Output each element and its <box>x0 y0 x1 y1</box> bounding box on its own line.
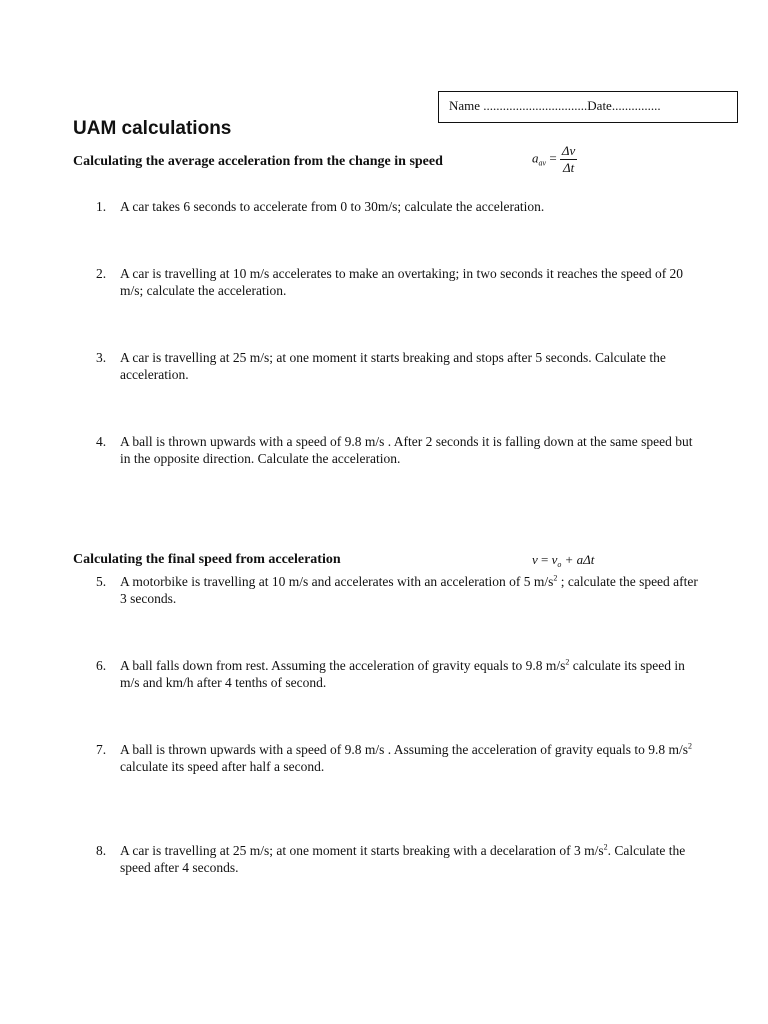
formula-lhs: a <box>532 150 539 166</box>
superscript: 2 <box>553 573 558 583</box>
question-text-rest: calculate its speed after half a second. <box>120 759 325 774</box>
question-text-rest: . Calculate the speed after 4 seconds. <box>120 843 686 875</box>
superscript: 2 <box>565 657 570 667</box>
question-text-main: A ball is thrown upwards with a speed of 9.8 m/s . Assuming the acceleration of gravity equals to 9.8 m/s <box>120 742 689 757</box>
question-text <box>120 573 706 607</box>
question-2 <box>96 265 706 299</box>
question-number: 4. <box>96 434 107 449</box>
question-text <box>120 741 706 775</box>
question-text: A car is travelling at 10 m/s accelerates to make an overtaking; in two seconds it reaches the speed of 20 m/s; calculate the acceleration. <box>120 266 684 298</box>
superscript: 2 <box>688 741 693 751</box>
formula-lhs-sub: av <box>538 158 547 168</box>
formula-eq: = <box>537 552 552 567</box>
question-number: 8. <box>96 843 107 858</box>
question-text: A car is travelling at 25 m/s; at one moment it starts breaking and stops after 5 seconds. Calculate the acceleration. <box>120 350 666 382</box>
question-number: 2. <box>96 266 107 281</box>
question-text: A car takes 6 seconds to accelerate from 0 to 30m/s; calculate the acceleration. <box>120 199 545 214</box>
formula-v0-sub: o <box>557 560 562 569</box>
question-text-main: A ball falls down from rest. Assuming the acceleration of gravity equals to 9.8 m/s <box>120 658 566 673</box>
question-8 <box>96 842 706 876</box>
average-acceleration-formula <box>532 143 577 176</box>
question-5 <box>96 573 706 607</box>
question-3 <box>96 349 706 383</box>
formula-rest: + aΔt <box>561 552 595 567</box>
question-6 <box>96 657 706 691</box>
question-text-main: A car is travelling at 25 m/s; at one moment it starts breaking with a decelaration of 3 m/s <box>120 843 604 858</box>
page-title: UAM calculations <box>73 118 232 139</box>
section2-heading: Calculating the final speed from acceleration <box>73 552 341 567</box>
superscript: 2 <box>603 842 608 852</box>
question-number: 3. <box>96 350 107 365</box>
final-speed-formula <box>532 552 594 569</box>
question-text-rest: calculate its speed in m/s and km/h after 4 tenths of second. <box>120 658 685 690</box>
name-date-line: Name ................................Date............... <box>449 98 661 113</box>
question-text-main: A motorbike is travelling at 10 m/s and accelerates with an acceleration of 5 m/s <box>120 574 554 589</box>
formula-denominator: Δt <box>562 160 575 175</box>
name-date-box <box>438 91 738 123</box>
question-text-rest: ; calculate the speed after 3 seconds. <box>120 574 698 606</box>
formula-equals: = <box>549 150 557 166</box>
question-text <box>120 842 706 876</box>
section1-heading: Calculating the average acceleration from the change in speed <box>73 154 443 169</box>
formula-fraction <box>560 143 577 176</box>
formula-numerator: Δv <box>561 143 576 158</box>
question-text <box>120 657 706 691</box>
question-text: A ball is thrown upwards with a speed of 9.8 m/s . After 2 seconds it is falling down at the same speed but in the opposite direction. Calculate the acceleration. <box>120 434 693 466</box>
question-number: 5. <box>96 574 107 589</box>
formula-v0: v <box>551 552 558 567</box>
question-7 <box>96 741 706 775</box>
question-number: 1. <box>96 199 107 214</box>
question-1 <box>96 198 706 215</box>
question-4 <box>96 433 706 467</box>
formula-v: v <box>532 552 538 567</box>
question-number: 7. <box>96 742 107 757</box>
question-number: 6. <box>96 658 107 673</box>
